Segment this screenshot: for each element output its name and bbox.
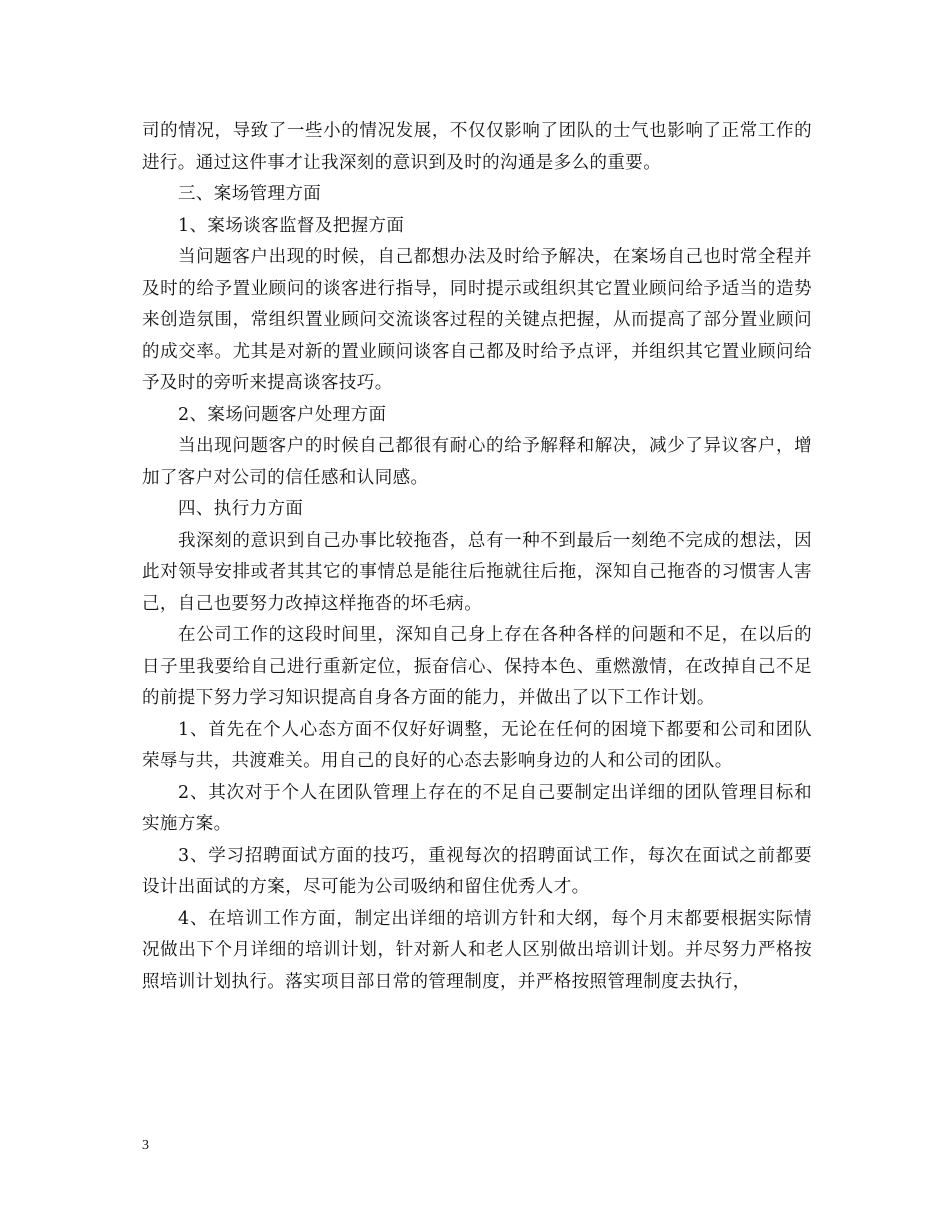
- plan-item: 1、首先在个人心态方面不仅好好调整，无论在任何的困境下都要和公司和团队荣辱与共，共渡难关。用自己的良好的心态去影响身边的人和公司的团队。: [142, 719, 812, 771]
- paragraph: 当出现问题客户的时候自己都很有耐心的给予解释和解决，减少了异议客户，增加了客户对公司的信任感和认同感。: [142, 436, 812, 488]
- section-heading: 四、执行力方面: [178, 499, 304, 519]
- section-heading: 三、案场管理方面: [178, 184, 322, 204]
- plan-item: 4、在培训工作方面，制定出详细的培训方针和大纲，每个月末都要根据实际情况做出下个月详细的培训计划，针对新人和老人区别做出培训计划。并尽努力严格按照培训计划执行。落实项目部日常的管理制度，并严格按照管理制度去执行，: [142, 908, 812, 992]
- paragraph: 在公司工作的这段时间里，深知自己身上存在各种各样的问题和不足，在以后的日子里我要给自己进行重新定位，振奋信心、保持本色、重燃激情，在改掉自己不足的前提下努力学习知识提高自身各方面的能力，并做出了以下工作计划。: [142, 625, 812, 708]
- subsection-heading: 2、案场问题客户处理方面: [178, 404, 387, 425]
- page-number: 3: [142, 1138, 149, 1153]
- plan-item: 2、其次对于个人在团队管理上存在的不足自己要制定出详细的团队管理目标和实施方案。: [142, 782, 812, 834]
- document-body: [142, 116, 812, 998]
- paragraph: 司的情况，导致了一些小的情况发展，不仅仅影响了团队的士气也影响了正常工作的进行。通过这件事才让我深刻的意识到及时的沟通是多么的重要。: [142, 121, 812, 173]
- paragraph: 当问题客户出现的时候，自己都想办法及时给予解决，在案场自己也时常全程并及时的给予置业顾问的谈客进行指导，同时提示或组织其它置业顾问给予适当的造势来创造氛围，常组织置业顾问交流谈客过程的关键点把握，从而提高了部分置业顾问的成交率。尤其是对新的置业顾问谈客自己都及时给予点评，并组织其它置业顾问给予及时的旁听来提高谈客技巧。: [142, 247, 812, 393]
- subsection-heading: 1、案场谈客监督及把握方面: [178, 215, 405, 236]
- plan-item: 3、学习招聘面试方面的技巧，重视每次的招聘面试工作，每次在面试之前都要设计出面试的方案，尽可能为公司吸纳和留住优秀人才。: [142, 845, 812, 897]
- paragraph: 我深刻的意识到自己办事比较拖沓，总有一种不到最后一刻绝不完成的想法，因此对领导安排或者其其它的事情总是能往后拖就往后拖，深知自己拖沓的习惯害人害己，自己也要努力改掉这样拖沓的坏毛病。: [142, 530, 812, 614]
